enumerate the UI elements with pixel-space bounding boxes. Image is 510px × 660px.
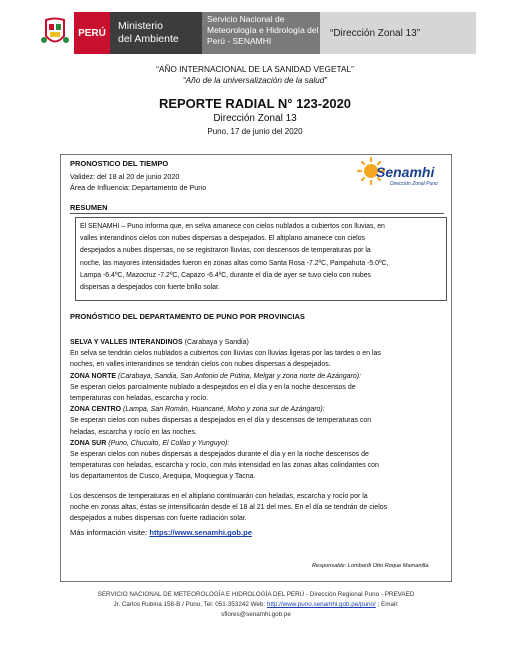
- ministry-label: [110, 12, 202, 54]
- forecast-heading: PRONOSTICO DEL TIEMPO: [70, 159, 169, 168]
- summary-line: El SENAMHI – Puno informa que, en selva amanece con cielos nublados a cubiertos con lluvias, en: [80, 223, 385, 230]
- header-bar: [36, 12, 476, 54]
- norte-title-bold: ZONA NORTE: [70, 372, 117, 380]
- sur-provinces: (Puno, Chucuito, El Collao y Yunguyo):: [106, 439, 230, 447]
- summary-line: despejados a nubes dispersas, no se registraron lluvias, con descensos de temperaturas por la: [80, 247, 371, 255]
- summary-line: valles interandinos cielos con nubes dispersas a despejados. El altiplano amanece con cielos: [80, 235, 365, 243]
- logo-name: Senamhi: [376, 164, 435, 180]
- forecast-area: Área de Influencia: Departamento de Puno: [70, 183, 207, 192]
- summary-line: Lampa -6.4ºC, Mazocruz -7.2ºC, Capazo -6.4ºC, durante el día de ayer se tuvo cielo con nubes: [80, 271, 371, 279]
- logo-sub: Dirección Zonal Puno: [390, 181, 438, 187]
- centro-line: Se esperan cielos con nubes dispersas a despejados en el día y descensos de temperaturas con: [70, 417, 372, 425]
- centro-title-bold: ZONA CENTRO: [70, 406, 122, 414]
- spacer: [70, 483, 448, 491]
- summary-text: [80, 221, 444, 294]
- senamhi-line1: Servicio Nacional de: [207, 14, 285, 24]
- selva-line: En selva se tendrán cielos nublados a cubiertos con lluvias con lluvias ligeras por las tardes o en las: [70, 350, 381, 358]
- selva-line: noches, en valles interandinos se tendrán cielos con nubes dispersas a despejados.: [70, 361, 331, 369]
- sur-line: temperaturas con heladas, escarcha y rocío, con más intensidad en las zonas altas colindantes con: [70, 462, 379, 470]
- senamhi-label: [202, 12, 320, 54]
- ministry-line1: Ministerio: [118, 20, 163, 32]
- footer-email-label: ; Email:: [375, 601, 399, 608]
- closing-line: Los descensos de temperaturas en el altiplano continuarán con heladas, escarcha y rocío por la: [70, 492, 368, 500]
- senamhi-line3: Perú - SENAMHI: [207, 36, 272, 46]
- summary-line: noche, las mayores intensidades fueron en zonas altas como Santa Rosa -7.2ºC, Pampahuta -5.0ºC,: [80, 259, 389, 267]
- zones-section: [70, 337, 448, 538]
- centro-line: heladas, escarcha y rocío en las noches.: [70, 428, 197, 436]
- selva-title-bold: SELVA Y VALLES INTERANDINOS: [70, 339, 183, 346]
- peru-label: PERÚ: [74, 12, 110, 54]
- zone-label: “Dirección Zonal 13”: [320, 12, 476, 54]
- summary-heading: RESUMEN: [70, 203, 108, 212]
- motto-2: “Año de la universalización de la salud”: [182, 75, 328, 85]
- motto-1: “AÑO INTERNACIONAL DE LA SANIDAD VEGETAL”: [156, 64, 354, 74]
- sur-title-bold: ZONA SUR: [70, 439, 107, 447]
- closing-line: noche en zonas altas, éstas se intensificarán desde el 18 al 21 del mes. En el día se tendrán de cielos: [70, 503, 388, 511]
- coat-of-arms-icon: [36, 12, 74, 54]
- more-info: [70, 527, 448, 538]
- summary-line: dispersas a despejados con fuerte brillo solar.: [80, 284, 220, 292]
- footer-line1: SERVICIO NACIONAL DE METEOROLOGÍA E HIDROLOGÍA DEL PERÚ - Dirección Regional Puno - PREVAED: [97, 591, 415, 598]
- centro-title: [70, 404, 448, 415]
- senamhi-logo: [356, 156, 442, 192]
- norte-provinces: (Carabaya, Sandia, San Antonio de Putina, Melgar y zona norte de Azángaro):: [116, 372, 362, 380]
- footer: [60, 590, 452, 620]
- provinces-heading: PRONÓSTICO DEL DEPARTAMENTO DE PUNO POR PROVINCIAS: [70, 312, 305, 321]
- sur-title: [70, 438, 448, 449]
- report-subtitle: Dirección Zonal 13: [213, 113, 297, 124]
- responsible: Responsable: Lombardi Otto Roque Mamanilla.: [312, 563, 430, 569]
- sur-line: Se esperan cielos con nubes dispersas a despejados durante el día y en la noche descensos de: [70, 451, 369, 459]
- sur-line: los departamentos de Cusco, Arequipa, Moquegua y Tacna.: [70, 473, 256, 481]
- footer-line2: [60, 600, 452, 610]
- summary-divider: [70, 213, 444, 214]
- senamhi-line2: Meteorología e Hidrología del: [207, 25, 319, 35]
- centro-provinces: (Lampa, San Román, Huancané, Moho y zona sur de Azángaro):: [121, 406, 325, 414]
- report-date: Puno, 17 de junio del 2020: [207, 127, 303, 136]
- report-title: REPORTE RADIAL N° 123-2020: [158, 96, 352, 111]
- forecast-validity: Validez: del 18 al 20 de junio 2020: [70, 172, 180, 181]
- more-info-label: Más información visite:: [70, 528, 150, 538]
- selva-provinces: (Carabaya y Sandia): [182, 339, 249, 346]
- norte-title: [70, 371, 448, 382]
- norte-line: Se esperan cielos parcialmente nublado a despejados en el día y en la noche descensos de: [70, 383, 356, 391]
- closing-line: despejados a nubes dispersas con fuerte radiación solar.: [70, 515, 247, 523]
- senamhi-link[interactable]: https://www.senamhi.gob.pe: [149, 528, 253, 538]
- selva-title: [70, 337, 448, 348]
- footer-address: Jr. Carlos Rubina 158-B / Puno, Tel: 051-353242 Web:: [113, 601, 267, 608]
- footer-email: sflores@senamhi.gob.pe: [221, 611, 291, 618]
- norte-line: temperaturas con heladas, escarcha y rocío.: [70, 395, 209, 403]
- footer-web-link[interactable]: http://www.puno.senamhi.gob.pe/puno/: [266, 601, 376, 608]
- ministry-line2: del Ambiente: [118, 33, 179, 45]
